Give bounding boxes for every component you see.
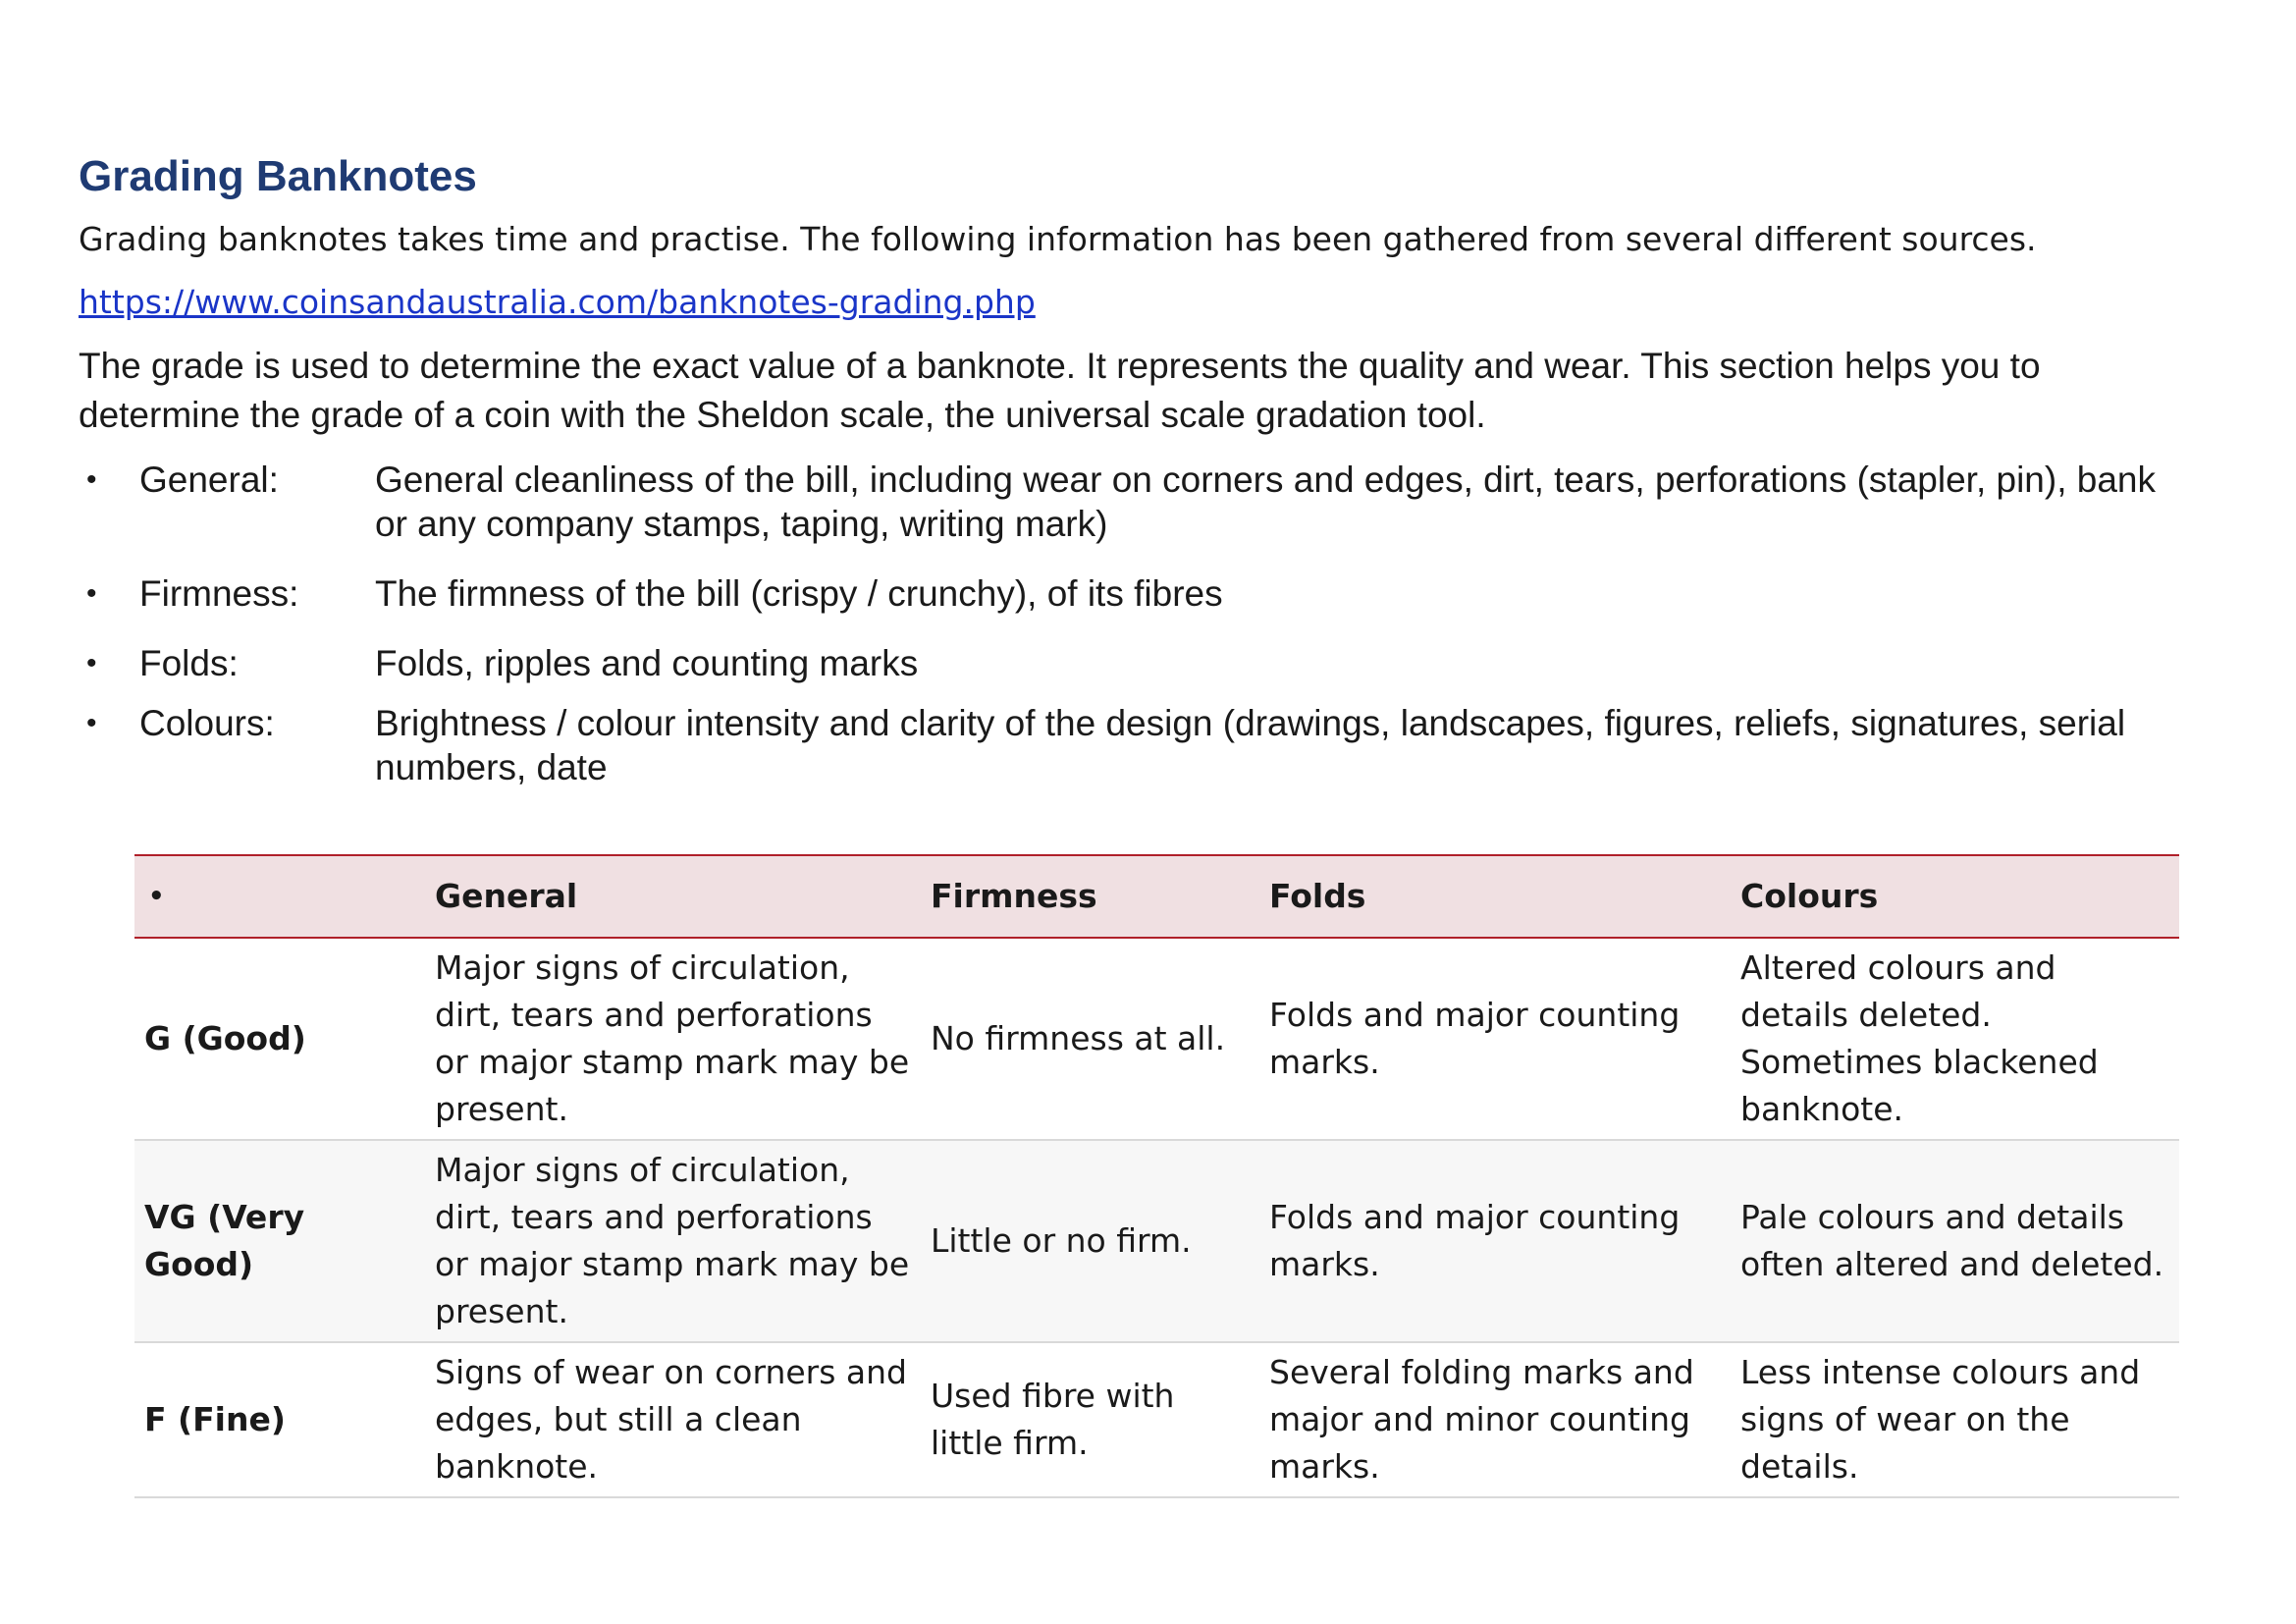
bullet-icon: •	[86, 463, 97, 496]
general-cell: Major signs of circulation, dirt, tears and perforations or major stamp mark may be present.	[425, 938, 921, 1140]
firmness-cell: Used fibre with little firm.	[921, 1342, 1259, 1497]
source-link[interactable]: https://www.coinsandaustralia.com/banknotes-grading.php	[79, 283, 1036, 321]
folds-cell: Folds and major counting marks.	[1259, 1140, 1731, 1342]
criteria-description: Brightness / colour intensity and clarity of the design (drawings, landscapes, figures, reliefs, signatures, serial numbers, date	[375, 703, 2126, 787]
header-bullet-icon: •	[134, 855, 425, 938]
list-item	[79, 701, 2189, 789]
grade-cell: G (Good)	[134, 938, 425, 1140]
criteria-label: Folds:	[139, 643, 239, 683]
bullet-icon: •	[86, 707, 97, 739]
body-paragraph: The grade is used to determine the exact value of a banknote. It represents the quality and wear. This section helps you to determine the grade of a coin with the Sheldon scale, the universal scale gradation tool.	[79, 346, 2041, 435]
bullet-icon: •	[86, 577, 97, 610]
colours-cell: Less intense colours and signs of wear on the details.	[1731, 1342, 2179, 1497]
grade-cell: F (Fine)	[134, 1342, 425, 1497]
header-firmness: Firmness	[921, 855, 1259, 938]
criteria-description: Folds, ripples and counting marks	[375, 643, 919, 683]
grading-table	[134, 854, 2179, 1498]
criteria-label: Firmness:	[139, 573, 299, 614]
folds-cell: Folds and major counting marks.	[1259, 938, 1731, 1140]
criteria-list	[79, 458, 2189, 789]
criteria-label: Colours:	[139, 703, 275, 743]
folds-cell: Several folding marks and major and minor counting marks.	[1259, 1342, 1731, 1497]
general-cell: Signs of wear on corners and edges, but still a clean banknote.	[425, 1342, 921, 1497]
table-row	[134, 1140, 2179, 1342]
firmness-cell: Little or no firm.	[921, 1140, 1259, 1342]
list-item	[79, 571, 2189, 616]
header-colours: Colours	[1731, 855, 2179, 938]
header-folds: Folds	[1259, 855, 1731, 938]
intro-paragraph: Grading banknotes takes time and practise. The following information has been gathered from several different sources.	[79, 220, 2037, 258]
page-title: Grading Banknotes	[79, 152, 477, 200]
document-page	[79, 147, 2189, 815]
criteria-label: General:	[139, 460, 279, 500]
colours-cell: Pale colours and details often altered and deleted.	[1731, 1140, 2179, 1342]
table-row	[134, 1342, 2179, 1497]
header-general: General	[425, 855, 921, 938]
colours-cell: Altered colours and details deleted. Sometimes blackened banknote.	[1731, 938, 2179, 1140]
grade-cell: VG (Very Good)	[134, 1140, 425, 1342]
table-header-row	[134, 855, 2179, 938]
general-cell: Major signs of circulation, dirt, tears and perforations or major stamp mark may be present.	[425, 1140, 921, 1342]
table-row	[134, 938, 2179, 1140]
criteria-description: The firmness of the bill (crispy / crunchy), of its fibres	[375, 573, 1223, 614]
bullet-icon: •	[86, 647, 97, 679]
criteria-description: General cleanliness of the bill, including wear on corners and edges, dirt, tears, perforations (stapler, pin), bank or any company stamps, taping, writing mark)	[375, 460, 2156, 544]
firmness-cell: No firmness at all.	[921, 938, 1259, 1140]
list-item	[79, 458, 2189, 546]
list-item	[79, 641, 2189, 685]
